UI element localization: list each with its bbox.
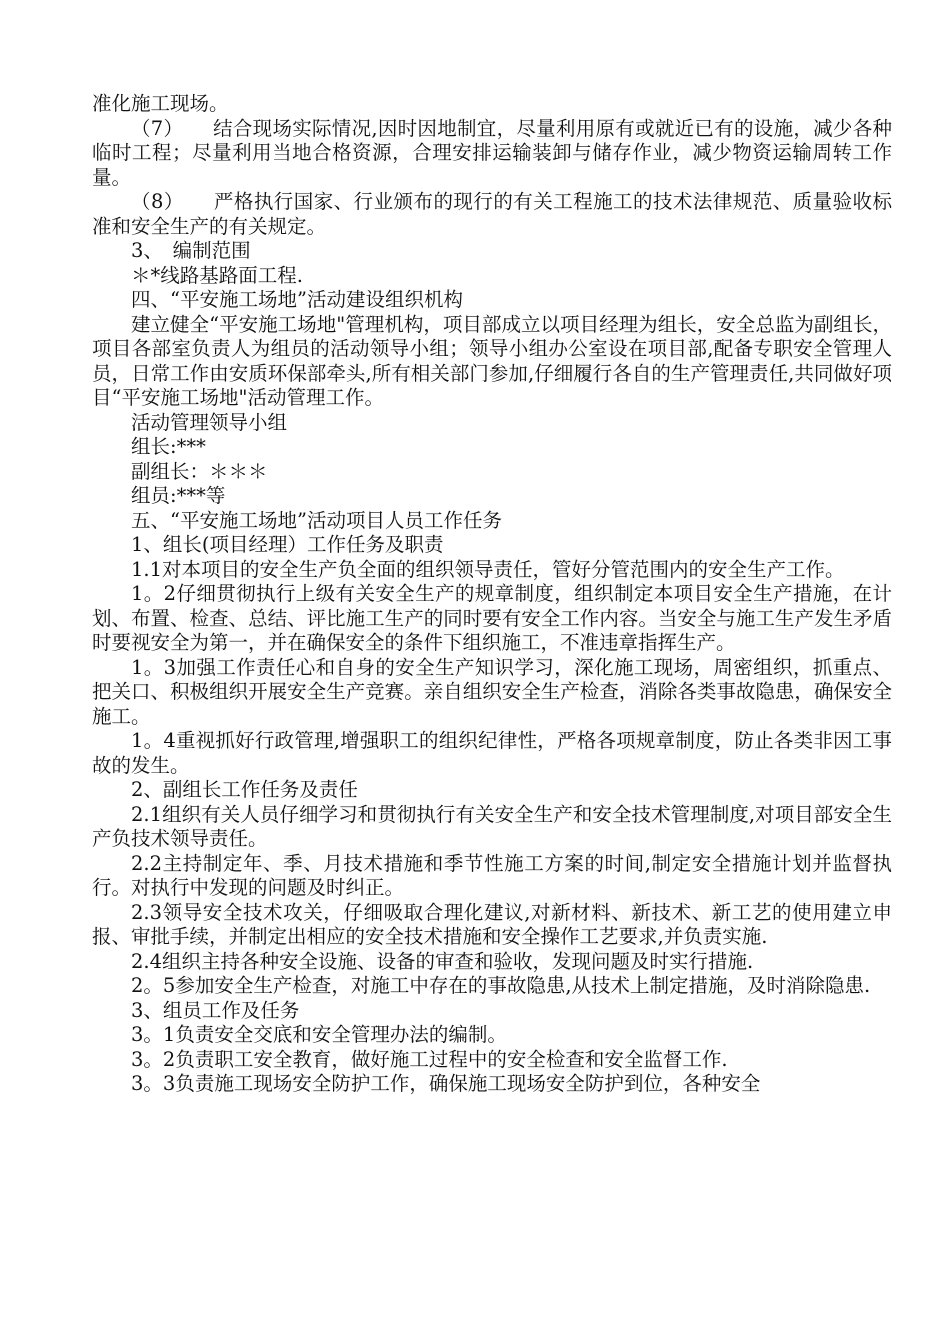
paragraph-intro-continuation: 准化施工现场。 (92, 92, 229, 115)
paragraph-item-7: （7） 结合现场实际情况,因时因地制宜，尽量利用原有或就近已有的设施，减少各种临时工程；尽量利用当地合格资源，合理安排运输装卸与储存作业，减少物资运输周转工作量。 (92, 116, 892, 189)
paragraph-deputy-leader: 副组长：＊＊＊ (131, 459, 268, 483)
paragraph-duty-1-3: 1。3加强工作责任心和自身的安全生产知识学习，深化施工现场，周密组织，抓重点、把关口、积极组织开展安全生产竞赛。亲自组织安全生产检查，消除各类事故隐患，确保安全施工。 (92, 655, 892, 728)
paragraph-duty-3-3: 3。3负责施工现场安全防护工作，确保施工现场安全防护到位，各种安全 (131, 1072, 761, 1095)
heading-leader-duties: 1、组长(项目经理）工作任务及职责 (131, 533, 444, 556)
paragraph-duty-2-2: 2.2主持制定年、季、月技术措施和季节性施工方案的时间,制定安全措施计划并监督执行。对执行中发现的问题及时纠正。 (92, 851, 892, 899)
heading-deputy-duties: 2、副组长工作任务及责任 (131, 778, 358, 801)
paragraph-duty-2-1: 2.1组织有关人员仔细学习和贯彻执行有关安全生产和安全技术管理制度,对项目部安全生产负技术领导责任。 (92, 802, 892, 850)
paragraph-scope-text: ＊*线路基路面工程. (131, 263, 303, 287)
paragraph-duty-2-5: 2。5参加安全生产检查，对施工中存在的事故隐患,从技术上制定措施，及时消除隐患. (131, 974, 871, 997)
paragraph-duty-2-4: 2.4组织主持各种安全设施、设备的审查和验收，发现问题及时实行措施. (131, 949, 754, 973)
document-page (92, 92, 892, 1097)
paragraph-duty-1-1: 1.1对本项目的安全生产负全面的组织领导责任，管好分管范围内的安全生产工作。 (131, 557, 845, 581)
paragraph-duty-3-1: 3。1负责安全交底和安全管理办法的编制。 (131, 1023, 507, 1046)
paragraph-leader: 组长:*** (131, 435, 206, 458)
paragraph-duty-1-2: 1。2仔细贯彻执行上级有关安全生产的规章制度，组织制定本项目安全生产措施，在计划、布置、检查、总结、评比施工生产的同时要有安全工作内容。当安全与施工生产发生矛盾时要视安全为第一，并在确保安全的条件下组织施工，不准违章指挥生产。 (92, 582, 892, 654)
paragraph-duty-2-3: 2.3领导安全技术攻关，仔细吸取合理化建议,对新材料、新技术、新工艺的使用建立申报、审批手续，并制定出相应的安全技术措施和安全操作工艺要求,并负责实施. (92, 900, 892, 948)
paragraph-leadership-group: 活动管理领导小组 (131, 410, 288, 434)
paragraph-members: 组员:***等 (131, 484, 226, 507)
heading-section-5: 五、“平安施工场地”活动项目人员工作任务 (131, 508, 502, 532)
heading-scope: 3、 编制范围 (131, 239, 251, 262)
paragraph-organization: 建立健全“平安施工场地"管理机构，项目部成立以项目经理为组长，安全总监为副组长，项目各部室负责人为组员的活动领导小组；领导小组办公室设在项目部,配备专职安全管理人员，日常工作由安质环保部牵头,所有相关部门参加,仔细履行各自的生产管理责任,共同做好项目“平安施工场地"活动管理工作。 (92, 312, 892, 409)
heading-member-duties: 3、组员工作及任务 (131, 998, 300, 1022)
heading-section-4: 四、“平安施工场地”活动建设组织机构 (131, 288, 463, 311)
paragraph-item-8: （8） 严格执行国家、行业颁布的现行的有关工程施工的技术法律规范、质量验收标准和安全生产的有关规定。 (92, 190, 892, 238)
paragraph-duty-3-2: 3。2负责职工安全教育，做好施工过程中的安全检查和安全监督工作. (131, 1047, 728, 1071)
paragraph-duty-1-4: 1。4重视抓好行政管理,增强职工的组织纪律性，严格各项规章制度，防止各类非因工事故的发生。 (92, 729, 892, 777)
